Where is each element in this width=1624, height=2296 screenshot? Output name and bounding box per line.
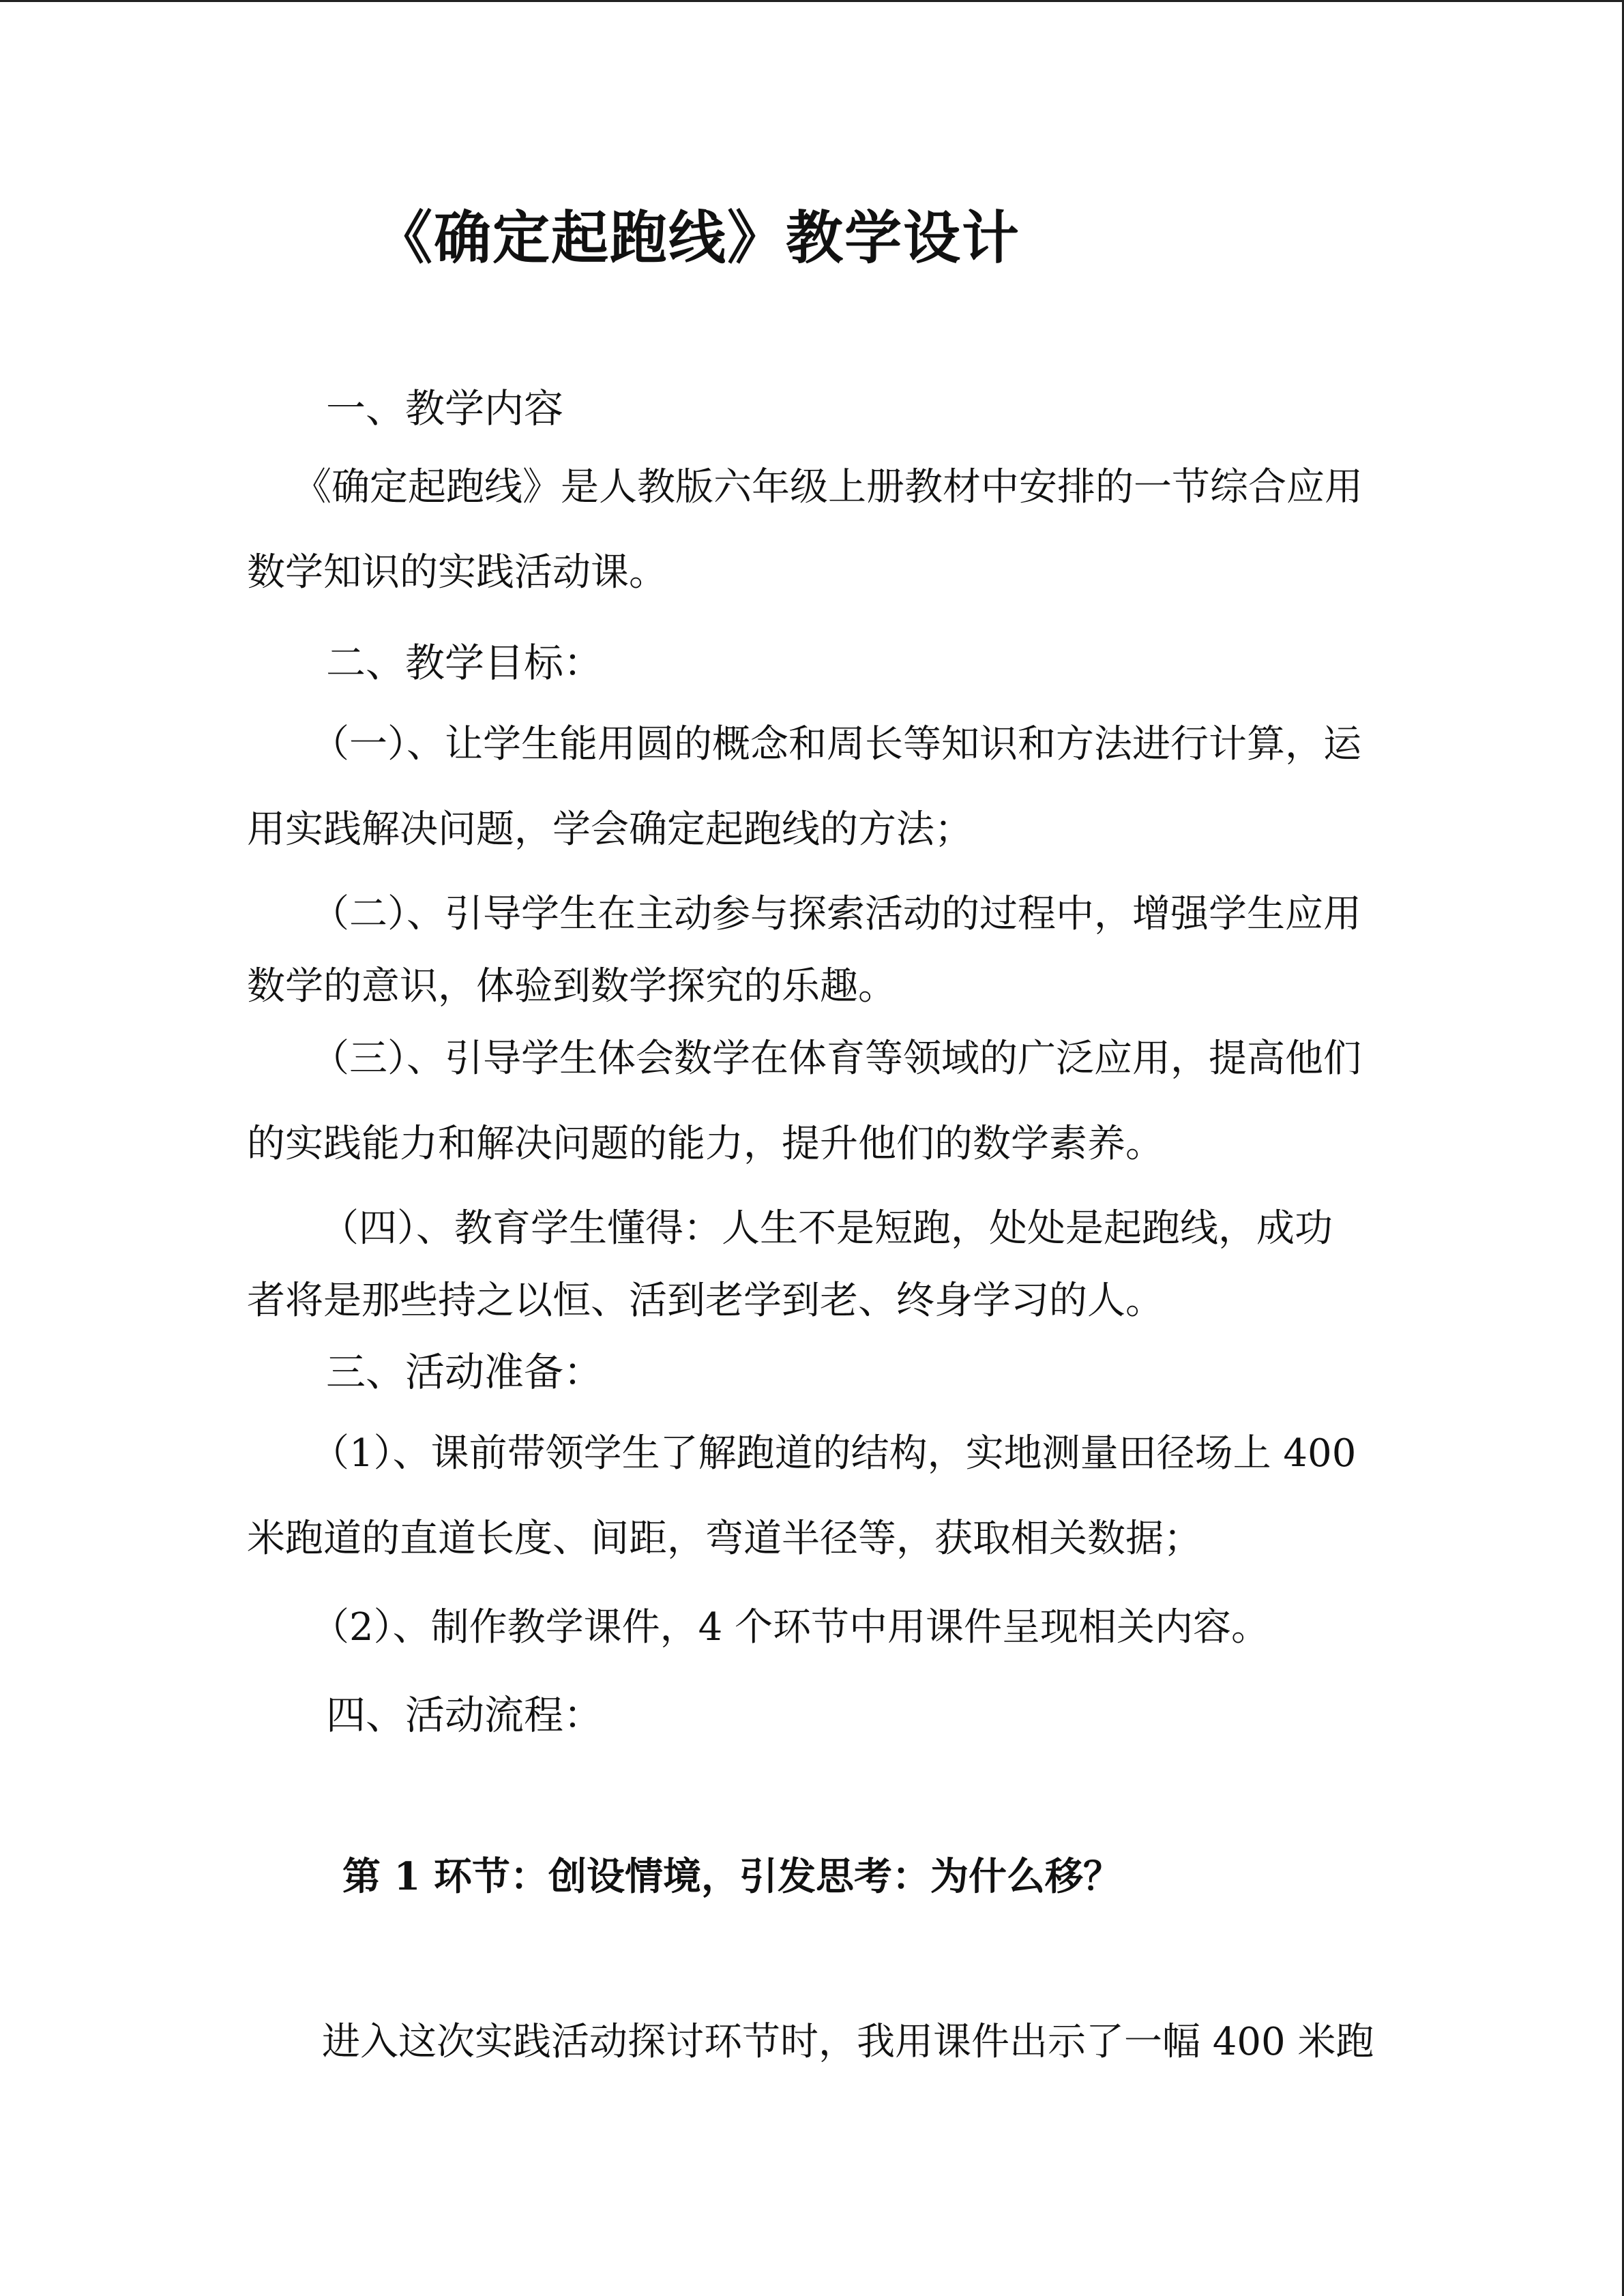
goal-2-line: （二）、引导学生在主动参与探索活动的过程中，增强学生应用 (311, 892, 1361, 936)
paragraph-line: 数学知识的实践活动课。 (247, 550, 667, 595)
document-title: 《确定起跑线》教学设计 (375, 204, 1021, 271)
heading-activity-prep: 三、活动准备： (326, 1349, 604, 1395)
goal-1-line: （一）、让学生能用圆的概念和周长等知识和方法进行计算，运 (311, 722, 1361, 766)
goal-2-line: 数学的意识，体验到数学探究的乐趣。 (247, 964, 896, 1009)
goal-4-line: （四）、教育学生懂得：人生不是短跑，处处是起跑线，成功 (321, 1206, 1333, 1251)
section-1-line: 进入这次实践活动探讨环节时，我用课件出示了一幅 400 米跑 (322, 2020, 1374, 2064)
prep-1-line: 米跑道的直道长度、间距，弯道半径等，获取相关数据； (247, 1517, 1202, 1561)
heading-activity-flow: 四、活动流程： (326, 1692, 604, 1738)
paragraph-line: 《确定起跑线》是人教版六年级上册教材中安排的一节综合应用 (293, 465, 1363, 509)
prep-2-line: （2）、制作教学课件，4 个环节中用课件呈现相关内容。 (311, 1605, 1270, 1650)
prep-1-line: （1）、课前带领学生了解跑道的结构，实地测量田径场上 400 (311, 1431, 1357, 1476)
goal-4-line: 者将是那些持之以恒、活到老学到老、终身学习的人。 (247, 1279, 1164, 1323)
section-1-title: 第 1 环节：创设情境，引发思考：为什么移？ (342, 1854, 1121, 1899)
heading-teaching-goals: 二、教学目标： (326, 640, 604, 686)
heading-teaching-content: 一、教学内容 (326, 385, 564, 432)
goal-3-line: 的实践能力和解决问题的能力，提升他们的数学素养。 (247, 1122, 1164, 1166)
goal-1-line: 用实践解决问题，学会确定起跑线的方法； (247, 807, 973, 852)
goal-3-line: （三）、引导学生体会数学在体育等领域的广泛应用，提高他们 (311, 1037, 1361, 1081)
